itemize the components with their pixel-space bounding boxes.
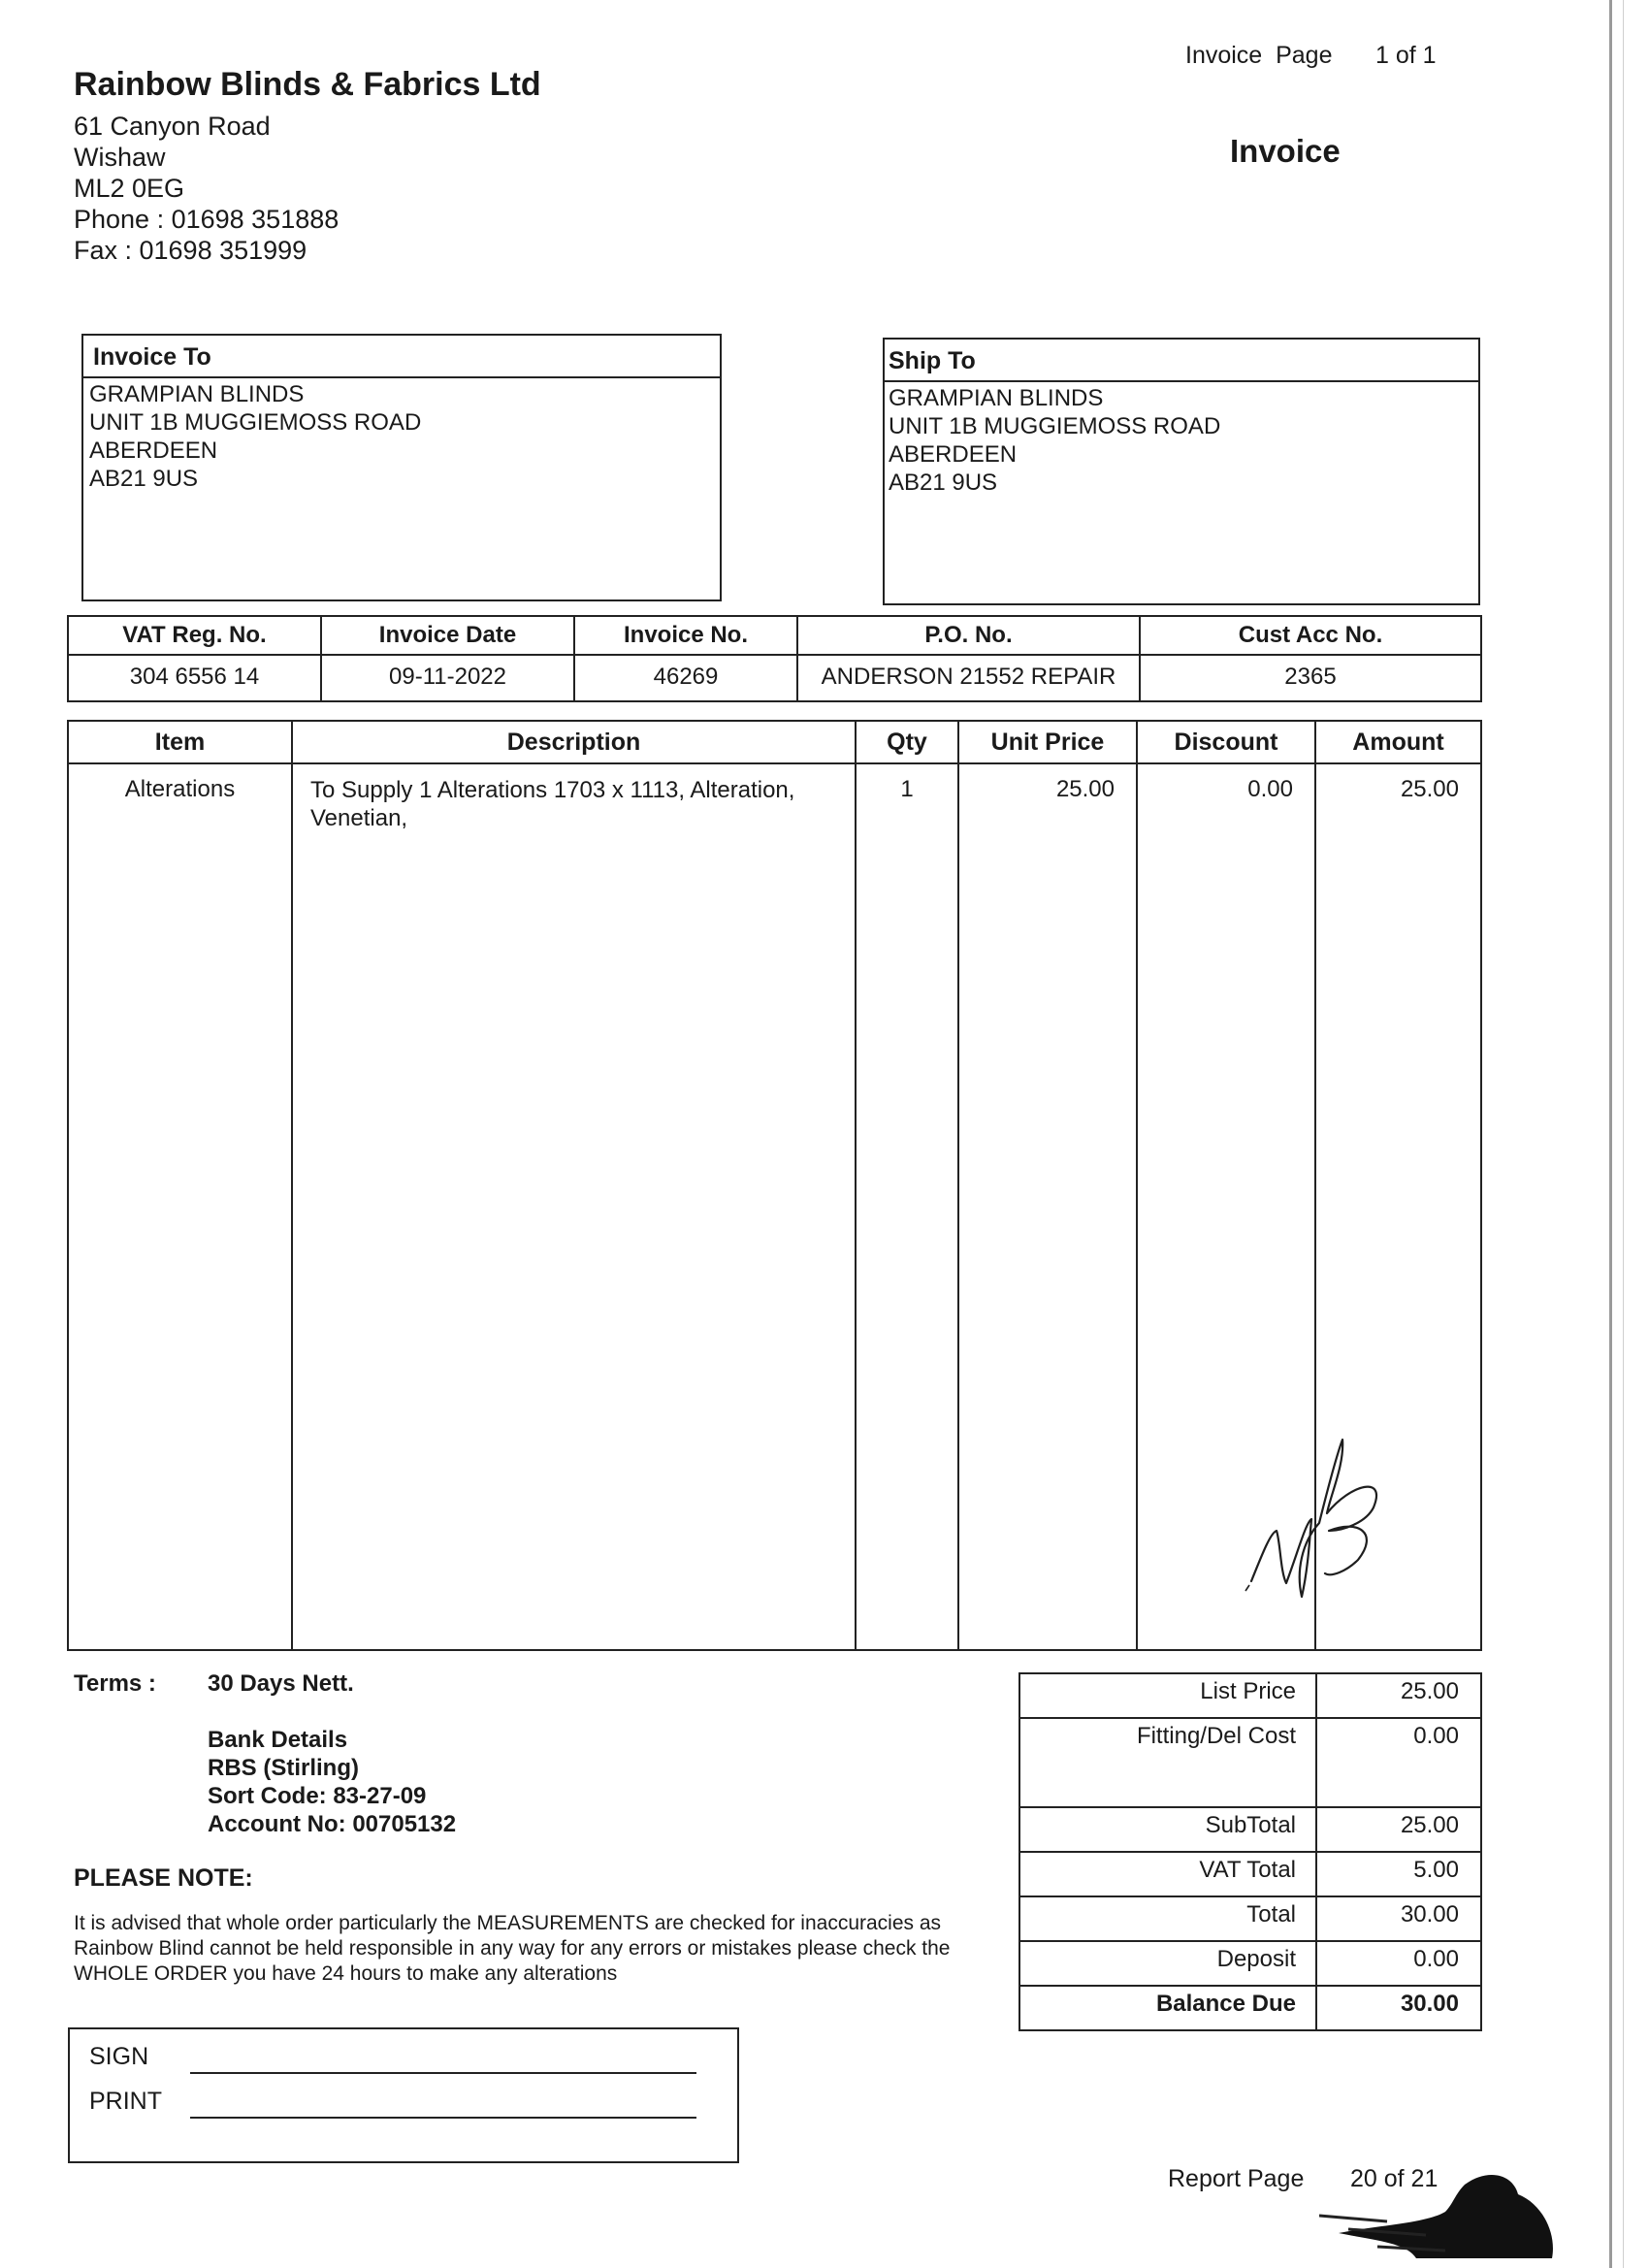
invoice-to-line-2: UNIT 1B MUGGIEMOSS ROAD: [89, 409, 422, 436]
discount-header: Discount: [1137, 721, 1315, 763]
scan-smudge-mark: [1319, 2165, 1562, 2262]
ship-to-line-2: UNIT 1B MUGGIEMOSS ROAD: [889, 413, 1221, 439]
invoice-number-header: Invoice No.: [574, 616, 797, 655]
unit-price-header: Unit Price: [958, 721, 1137, 763]
invoice-to-line-1: GRAMPIAN BLINDS: [89, 381, 305, 407]
invoice-to-box: [81, 334, 722, 601]
invoice-to-line-3: ABERDEEN: [89, 437, 218, 464]
unit-price-cell: 25.00: [958, 763, 1137, 1650]
please-note-heading: PLEASE NOTE:: [74, 1864, 253, 1892]
cust-acc-value: 2365: [1140, 655, 1481, 701]
bank-name: RBS (Stirling): [208, 1755, 359, 1781]
deposit-row: [1019, 1941, 1481, 1986]
subtotal-value: 25.00: [1316, 1807, 1481, 1852]
terms-value: 30 Days Nett.: [208, 1670, 354, 1697]
ship-to-line-1: GRAMPIAN BLINDS: [889, 385, 1104, 411]
report-page-value: 20 of 21: [1350, 2165, 1439, 2192]
invoice-info-value-row: [68, 655, 1481, 701]
total-label: Total: [1019, 1896, 1316, 1941]
subtotal-label: SubTotal: [1019, 1807, 1316, 1852]
list-price-label: List Price: [1019, 1673, 1316, 1718]
fitting-row: [1019, 1718, 1481, 1807]
vat-total-label: VAT Total: [1019, 1852, 1316, 1896]
amount-cell: 25.00: [1315, 763, 1481, 1650]
ship-to-box: [883, 338, 1480, 605]
list-price-row: [1019, 1673, 1481, 1718]
vat-row: [1019, 1852, 1481, 1896]
invoice-info-header-row: [68, 616, 1481, 655]
fitting-label: Fitting/Del Cost: [1019, 1718, 1316, 1807]
amount-header: Amount: [1315, 721, 1481, 763]
total-value: 30.00: [1316, 1896, 1481, 1941]
qty-cell: 1: [856, 763, 958, 1650]
totals-table: [1018, 1672, 1482, 2031]
invoice-page-label: Invoice Page: [1185, 42, 1333, 69]
company-name: Rainbow Blinds & Fabrics Ltd: [74, 66, 541, 103]
company-address-line-3: ML2 0EG: [74, 174, 185, 203]
sign-print-box: [68, 2027, 739, 2163]
fitting-value: 0.00: [1316, 1718, 1481, 1807]
sign-field-line[interactable]: [190, 2072, 696, 2074]
print-label: PRINT: [89, 2088, 162, 2115]
company-address-line-1: 61 Canyon Road: [74, 112, 271, 141]
ship-to-heading: Ship To: [885, 340, 1478, 382]
invoice-to-heading: Invoice To: [83, 336, 720, 378]
description-header: Description: [292, 721, 856, 763]
sign-label: SIGN: [89, 2043, 149, 2070]
terms-label: Terms :: [74, 1670, 156, 1697]
bank-details-heading: Bank Details: [208, 1727, 348, 1753]
po-number-header: P.O. No.: [797, 616, 1140, 655]
company-address-line-2: Wishaw: [74, 143, 166, 172]
vat-reg-header: VAT Reg. No.: [68, 616, 321, 655]
print-field-line[interactable]: [190, 2117, 696, 2119]
list-price-value: 25.00: [1316, 1673, 1481, 1718]
balance-due-row: [1019, 1986, 1481, 2030]
vat-reg-value: 304 6556 14: [68, 655, 321, 701]
line-items-header-row: [68, 721, 1481, 763]
deposit-value: 0.00: [1316, 1941, 1481, 1986]
invoice-date-header: Invoice Date: [321, 616, 574, 655]
ship-to-line-4: AB21 9US: [889, 470, 998, 496]
company-fax: Fax : 01698 351999: [74, 236, 307, 265]
document-title: Invoice: [1230, 133, 1341, 169]
report-page-label: Report Page: [1168, 2165, 1305, 2192]
vat-total-value: 5.00: [1316, 1852, 1481, 1896]
invoice-info-table: [67, 615, 1482, 702]
po-number-value: ANDERSON 21552 REPAIR: [797, 655, 1140, 701]
account-number: Account No: 00705132: [208, 1811, 457, 1837]
sort-code: Sort Code: 83-27-09: [208, 1783, 427, 1809]
deposit-label: Deposit: [1019, 1941, 1316, 1986]
discount-cell: 0.00: [1137, 763, 1315, 1650]
scan-page-edge: [1609, 0, 1612, 2268]
subtotal-row: [1019, 1807, 1481, 1852]
balance-due-label: Balance Due: [1019, 1986, 1316, 2030]
invoice-date-value: 09-11-2022: [321, 655, 574, 701]
invoice-number-value: 46269: [574, 655, 797, 701]
ship-to-line-3: ABERDEEN: [889, 441, 1018, 468]
item-cell: Alterations: [68, 763, 292, 1650]
scan-page-edge-shadow: [1623, 0, 1624, 2268]
description-cell: To Supply 1 Alterations 1703 x 1113, Alteration, Venetian,: [292, 763, 856, 1650]
company-phone: Phone : 01698 351888: [74, 205, 340, 234]
cust-acc-header: Cust Acc No.: [1140, 616, 1481, 655]
handwritten-initials-signature: [1242, 1426, 1397, 1610]
invoice-page-value: 1 of 1: [1375, 42, 1437, 69]
balance-due-value: 30.00: [1316, 1986, 1481, 2030]
invoice-to-line-4: AB21 9US: [89, 466, 199, 492]
total-row: [1019, 1896, 1481, 1941]
please-note-text: It is advised that whole order particularly the MEASUREMENTS are checked for inaccuracies as Rainbow Blind cannot be held responsible in any way for any errors or mistakes please check the WHOLE ORDER you have 24 hours to make any alterations: [74, 1912, 951, 1985]
qty-header: Qty: [856, 721, 958, 763]
item-header: Item: [68, 721, 292, 763]
